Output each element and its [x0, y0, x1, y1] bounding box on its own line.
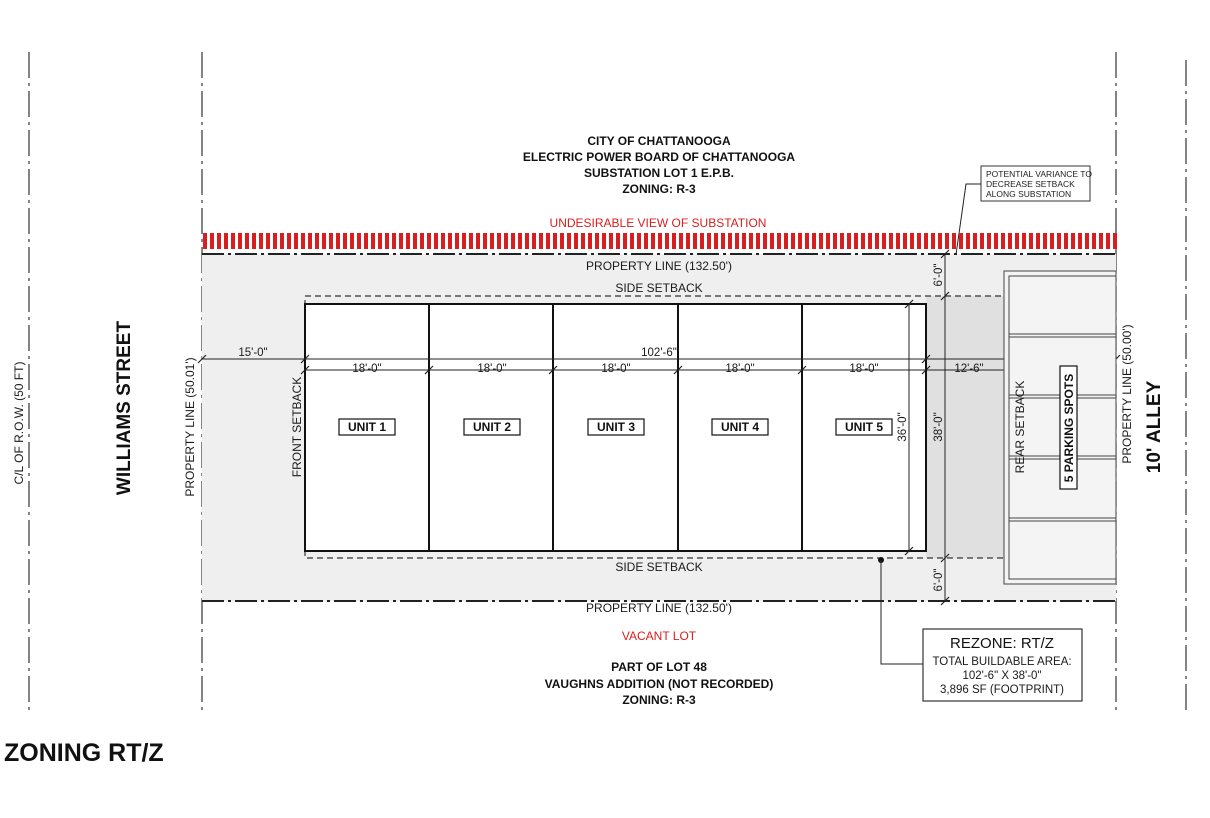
- unit-2-text: UNIT 2: [472, 420, 512, 434]
- property-line-bottom-label: PROPERTY LINE (132.50'): [586, 601, 732, 615]
- rezone-line2: 102'-6" X 38'-0": [962, 670, 1042, 682]
- buildable-depth-dimension-label: 38'-0": [933, 412, 945, 442]
- unit-label-3: [588, 419, 644, 435]
- south-lot-line1: PART OF LOT 48: [611, 660, 707, 674]
- unit-3-width-label: 18'-0": [601, 363, 631, 375]
- unit-1-width-label: 18'-0": [352, 363, 382, 375]
- side-setback-bottom-label: SIDE SETBACK: [615, 560, 703, 574]
- alley-label: 10' ALLEY: [1144, 380, 1165, 474]
- north-owner-line2: ELECTRIC POWER BOARD OF CHATTANOOGA: [522, 150, 796, 164]
- side-setback-top-label: SIDE SETBACK: [615, 281, 703, 295]
- rear-setback-label: REAR SETBACK: [1013, 380, 1027, 474]
- front-setback-label: FRONT SETBACK: [290, 376, 304, 478]
- variance-note-line3: ALONG SUBSTATION: [986, 189, 1072, 199]
- top-setback-dimension-label: 6'-0": [933, 263, 945, 287]
- rezone-title: REZONE: RT/Z: [950, 635, 1054, 652]
- property-line-left-label: PROPERTY LINE (50.01'): [183, 357, 197, 497]
- variance-note-line2: DECREASE SETBACK: [986, 179, 1075, 189]
- unit-4-text: UNIT 4: [720, 420, 760, 434]
- parking-label: 5 PARKING SPOTS: [1062, 373, 1076, 483]
- north-owner-line1: CITY OF CHATTANOOGA: [587, 134, 731, 148]
- row-centerline-label: C/L OF R.O.W. (50 FT): [12, 361, 26, 485]
- overall-dimension-label: 102'-6": [641, 347, 677, 359]
- substation-hatch-band: [202, 233, 1118, 249]
- rezone-line3: 3,896 SF (FOOTPRINT): [940, 684, 1064, 696]
- front-dimension-label: 15'-0": [238, 347, 268, 359]
- page-title: ZONING RT/Z: [4, 739, 164, 767]
- property-line-right-label: PROPERTY LINE (50.00'): [1120, 324, 1134, 464]
- north-owner-line4: ZONING: R-3: [622, 182, 696, 196]
- substation-view-label: UNDESIRABLE VIEW OF SUBSTATION: [549, 216, 767, 230]
- variance-note-line1: POTENTIAL VARIANCE TO: [986, 169, 1092, 179]
- vacant-lot-label: VACANT LOT: [621, 629, 697, 643]
- unit-4-width-label: 18'-0": [725, 363, 755, 375]
- south-lot-line3: ZONING: R-3: [622, 693, 696, 707]
- unit-5-text: UNIT 5: [844, 420, 884, 434]
- unit-depth-dimension-label: 36'-0": [897, 412, 909, 442]
- unit-label-2: [464, 419, 520, 435]
- south-lot-line2: VAUGHNS ADDITION (NOT RECORDED): [544, 677, 774, 691]
- bottom-setback-dimension-label: 6'-0": [933, 568, 945, 592]
- unit-label-1: [339, 419, 395, 435]
- williams-street-label: WILLIAMS STREET: [114, 320, 135, 496]
- rezone-line1: TOTAL BUILDABLE AREA:: [932, 656, 1072, 668]
- rear-gap-dimension-label: 12'-6": [954, 363, 984, 375]
- unit-5-width-label: 18'-0": [849, 363, 879, 375]
- unit-2-width-label: 18'-0": [477, 363, 507, 375]
- unit-3-text: UNIT 3: [596, 420, 636, 434]
- unit-label-5: [836, 419, 892, 435]
- property-line-top-label: PROPERTY LINE (132.50'): [586, 259, 732, 273]
- unit-label-4: [712, 419, 768, 435]
- unit-1-text: UNIT 1: [347, 420, 387, 434]
- north-owner-line3: SUBSTATION LOT 1 E.P.B.: [583, 166, 735, 180]
